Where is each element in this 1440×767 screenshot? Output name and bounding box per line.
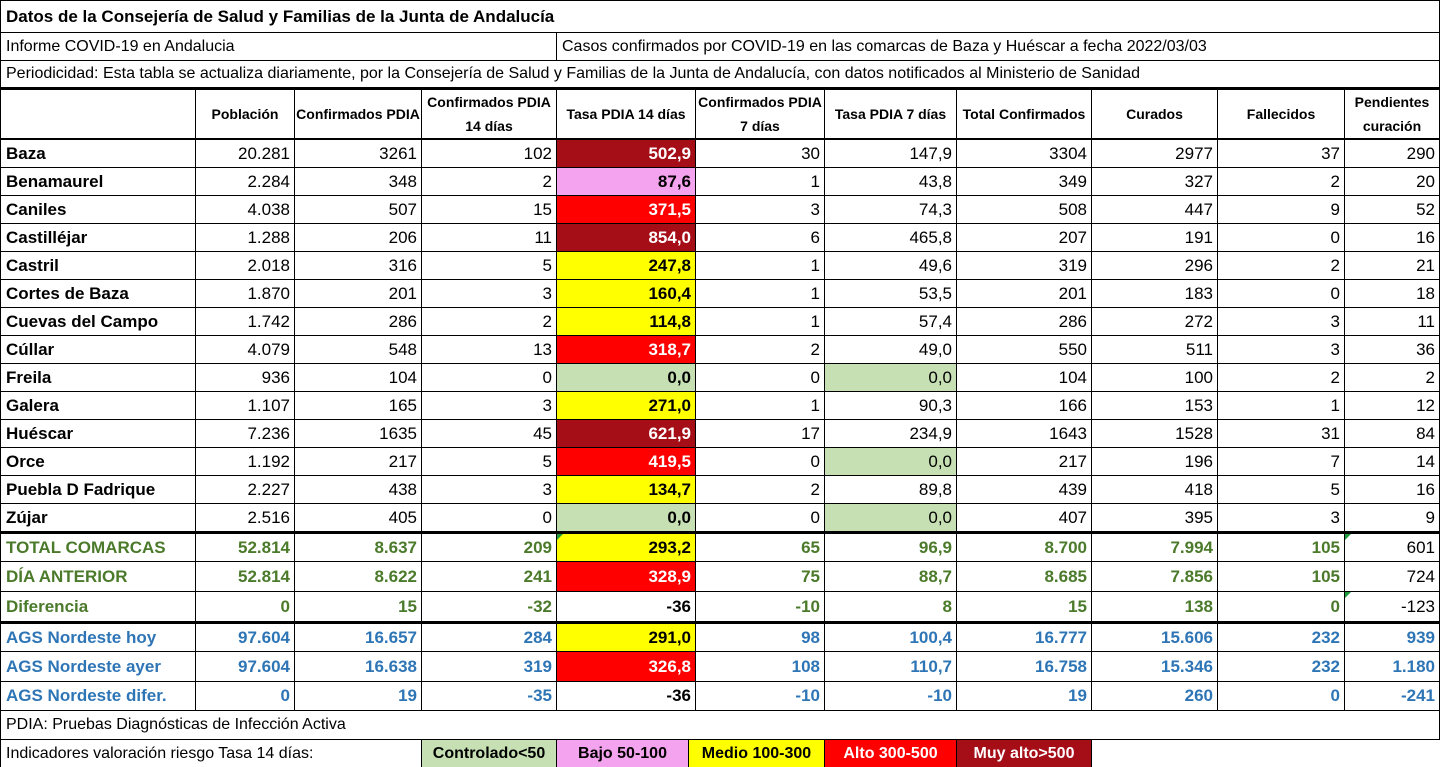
data-cell: 3 [696, 196, 825, 224]
casos-label: Casos confirmados por COVID-19 en las comarcas de Baza y Huéscar a fecha 2022/03/03 [557, 33, 1440, 61]
rate-14d-cell: 114,8 [557, 308, 696, 336]
data-cell: 2 [696, 476, 825, 504]
data-cell: 201 [295, 280, 422, 308]
data-cell: 207 [957, 224, 1092, 252]
data-cell: 2 [696, 336, 825, 364]
summary-cell: 1.180 [1345, 652, 1440, 682]
municipality-name: Orce [0, 448, 196, 476]
data-cell: 3 [1218, 504, 1345, 532]
summary-cell: 138 [1092, 592, 1218, 622]
data-cell: 3 [422, 476, 557, 504]
data-cell: 327 [1092, 168, 1218, 196]
data-cell: 2.227 [196, 476, 295, 504]
rate-14d-cell: 318,7 [557, 336, 696, 364]
data-cell: 11 [422, 224, 557, 252]
data-cell: 3261 [295, 140, 422, 168]
column-header: Pendientes curación [1345, 88, 1440, 140]
data-cell: 16 [1345, 224, 1440, 252]
summary-cell: 65 [696, 532, 825, 562]
data-cell: 3 [422, 280, 557, 308]
summary-row-label: AGS Nordeste hoy [0, 622, 196, 652]
summary-cell: 52.814 [196, 562, 295, 592]
rate-14d-cell: 371,5 [557, 196, 696, 224]
data-cell: 45 [422, 420, 557, 448]
data-cell: 201 [957, 280, 1092, 308]
summary-cell: 105 [1218, 532, 1345, 562]
data-cell: 0,0 [825, 448, 957, 476]
data-cell: 507 [295, 196, 422, 224]
summary-cell: 19 [295, 682, 422, 711]
data-cell: 4.079 [196, 336, 295, 364]
data-cell: 2.516 [196, 504, 295, 532]
data-cell: 31 [1218, 420, 1345, 448]
summary-rate-cell: -36 [557, 682, 696, 711]
data-cell: 84 [1345, 420, 1440, 448]
legend-item-controlado: Controlado<50 [422, 740, 557, 767]
summary-row-label: DÍA ANTERIOR [0, 562, 196, 592]
data-cell: 319 [957, 252, 1092, 280]
data-cell: 49,0 [825, 336, 957, 364]
data-cell: 1.742 [196, 308, 295, 336]
data-cell: 153 [1092, 392, 1218, 420]
summary-cell: 88,7 [825, 562, 957, 592]
data-cell: 508 [957, 196, 1092, 224]
data-cell: 1 [696, 168, 825, 196]
summary-cell: 8.685 [957, 562, 1092, 592]
data-cell: 1 [696, 252, 825, 280]
column-header: Confirmados PDIA [295, 88, 422, 140]
data-cell: 89,8 [825, 476, 957, 504]
summary-cell: -32 [422, 592, 557, 622]
data-cell: 37 [1218, 140, 1345, 168]
data-cell: 18 [1345, 280, 1440, 308]
summary-cell: 8.637 [295, 532, 422, 562]
data-cell: 0 [1218, 280, 1345, 308]
summary-cell: 939 [1345, 622, 1440, 652]
data-cell: 217 [295, 448, 422, 476]
summary-cell: 75 [696, 562, 825, 592]
municipality-name: Caniles [0, 196, 196, 224]
data-cell: 5 [422, 448, 557, 476]
summary-cell: 232 [1218, 622, 1345, 652]
data-cell: 316 [295, 252, 422, 280]
summary-cell: 96,9 [825, 532, 957, 562]
rate-14d-cell: 0,0 [557, 504, 696, 532]
legend-item-muy_alto: Muy alto>500 [957, 740, 1092, 767]
data-cell: 191 [1092, 224, 1218, 252]
data-cell: 206 [295, 224, 422, 252]
summary-cell: 97.604 [196, 652, 295, 682]
data-cell: 418 [1092, 476, 1218, 504]
data-cell: 0 [696, 504, 825, 532]
municipality-name: Baza [0, 140, 196, 168]
data-cell: 57,4 [825, 308, 957, 336]
summary-cell: 209 [422, 532, 557, 562]
data-cell: 2.018 [196, 252, 295, 280]
data-cell: 2 [1345, 364, 1440, 392]
data-cell: 1643 [957, 420, 1092, 448]
data-cell: 0 [422, 364, 557, 392]
header-corner [0, 88, 196, 140]
data-cell: 7 [1218, 448, 1345, 476]
summary-cell: 0 [1218, 682, 1345, 711]
summary-cell: 7.856 [1092, 562, 1218, 592]
summary-rate-cell: -36 [557, 592, 696, 622]
data-cell: 12 [1345, 392, 1440, 420]
data-cell: 53,5 [825, 280, 957, 308]
data-cell: 3304 [957, 140, 1092, 168]
data-cell: 1.107 [196, 392, 295, 420]
summary-cell: 100,4 [825, 622, 957, 652]
rate-14d-cell: 621,9 [557, 420, 696, 448]
data-cell: 5 [1218, 476, 1345, 504]
rate-14d-cell: 502,9 [557, 140, 696, 168]
municipality-name: Castilléjar [0, 224, 196, 252]
data-cell: 548 [295, 336, 422, 364]
data-cell: 1 [696, 308, 825, 336]
data-cell: 3 [422, 392, 557, 420]
data-cell: 183 [1092, 280, 1218, 308]
municipality-name: Cúllar [0, 336, 196, 364]
summary-cell: 98 [696, 622, 825, 652]
summary-cell: 0 [196, 682, 295, 711]
data-cell: 30 [696, 140, 825, 168]
summary-row-label: TOTAL COMARCAS [0, 532, 196, 562]
column-header: Confirmados PDIA 14 días [422, 88, 557, 140]
data-cell: 2 [1218, 168, 1345, 196]
periodicidad-label: Periodicidad: Esta tabla se actualiza diariamente, por la Consejería de Salud y Familias de la Junta de Andalucía, con datos notificados al Ministerio de Sanidad [0, 61, 1440, 88]
data-cell: 349 [957, 168, 1092, 196]
data-cell: 407 [957, 504, 1092, 532]
summary-cell: -10 [696, 682, 825, 711]
column-header: Confirmados PDIA 7 días [696, 88, 825, 140]
data-cell: 17 [696, 420, 825, 448]
data-cell: 447 [1092, 196, 1218, 224]
legend-item-medio: Medio 100-300 [689, 740, 825, 767]
summary-cell: 260 [1092, 682, 1218, 711]
summary-cell: -35 [422, 682, 557, 711]
column-header: Tasa PDIA 7 días [825, 88, 957, 140]
summary-cell: 7.994 [1092, 532, 1218, 562]
municipality-name: Castril [0, 252, 196, 280]
data-cell: 5 [422, 252, 557, 280]
data-cell: 296 [1092, 252, 1218, 280]
data-cell: 102 [422, 140, 557, 168]
summary-cell: 110,7 [825, 652, 957, 682]
data-cell: 1.192 [196, 448, 295, 476]
summary-cell: 16.758 [957, 652, 1092, 682]
data-cell: 0,0 [825, 364, 957, 392]
data-cell: 234,9 [825, 420, 957, 448]
summary-cell: 232 [1218, 652, 1345, 682]
data-cell: 1.870 [196, 280, 295, 308]
municipality-name: Puebla D Fadrique [0, 476, 196, 504]
data-cell: 217 [957, 448, 1092, 476]
summary-cell: 108 [696, 652, 825, 682]
data-cell: 3 [1218, 308, 1345, 336]
rate-14d-cell: 134,7 [557, 476, 696, 504]
data-cell: 15 [422, 196, 557, 224]
data-cell: 2 [422, 168, 557, 196]
data-cell: 74,3 [825, 196, 957, 224]
summary-cell: 15 [957, 592, 1092, 622]
column-header: Fallecidos [1218, 88, 1345, 140]
data-cell: 104 [957, 364, 1092, 392]
summary-cell: -10 [696, 592, 825, 622]
footnote: PDIA: Pruebas Diagnósticas de Infección Activa [0, 711, 1440, 740]
data-cell: 1.288 [196, 224, 295, 252]
data-cell: 2 [1218, 364, 1345, 392]
legend-item-bajo: Bajo 50-100 [557, 740, 689, 767]
summary-cell: 8 [825, 592, 957, 622]
municipality-name: Zújar [0, 504, 196, 532]
data-cell: 90,3 [825, 392, 957, 420]
data-cell: 1528 [1092, 420, 1218, 448]
data-cell: 0 [422, 504, 557, 532]
data-cell: 511 [1092, 336, 1218, 364]
data-cell: 16 [1345, 476, 1440, 504]
data-cell: 20.281 [196, 140, 295, 168]
summary-row-label: AGS Nordeste difer. [0, 682, 196, 711]
data-cell: 2 [422, 308, 557, 336]
data-cell: 286 [957, 308, 1092, 336]
summary-cell: 16.657 [295, 622, 422, 652]
summary-cell: 97.604 [196, 622, 295, 652]
data-cell: 6 [696, 224, 825, 252]
data-cell: 13 [422, 336, 557, 364]
data-cell: 395 [1092, 504, 1218, 532]
data-cell: 272 [1092, 308, 1218, 336]
column-header: Población [196, 88, 295, 140]
data-cell: 4.038 [196, 196, 295, 224]
data-cell: 1635 [295, 420, 422, 448]
summary-row-label: Diferencia [0, 592, 196, 622]
summary-cell: -241 [1345, 682, 1440, 711]
data-cell: 7.236 [196, 420, 295, 448]
data-cell: 100 [1092, 364, 1218, 392]
data-cell: 2.284 [196, 168, 295, 196]
rate-14d-cell: 0,0 [557, 364, 696, 392]
summary-cell: 105 [1218, 562, 1345, 592]
data-cell: 2 [1218, 252, 1345, 280]
data-cell: 0,0 [825, 504, 957, 532]
data-cell: 1 [696, 392, 825, 420]
data-cell: 465,8 [825, 224, 957, 252]
data-cell: 36 [1345, 336, 1440, 364]
municipality-name: Cortes de Baza [0, 280, 196, 308]
data-cell: 2977 [1092, 140, 1218, 168]
data-cell: 0 [1218, 224, 1345, 252]
data-cell: 166 [957, 392, 1092, 420]
municipality-name: Galera [0, 392, 196, 420]
summary-rate-cell: 293,2 [557, 532, 696, 562]
data-cell: 550 [957, 336, 1092, 364]
data-cell: 286 [295, 308, 422, 336]
data-cell: 21 [1345, 252, 1440, 280]
data-cell: 438 [295, 476, 422, 504]
summary-cell: -10 [825, 682, 957, 711]
summary-cell: 0 [1218, 592, 1345, 622]
data-cell: 439 [957, 476, 1092, 504]
data-cell: 9 [1218, 196, 1345, 224]
data-cell: 43,8 [825, 168, 957, 196]
summary-cell: 601 [1345, 532, 1440, 562]
rate-14d-cell: 87,6 [557, 168, 696, 196]
summary-cell: 0 [196, 592, 295, 622]
data-cell: 20 [1345, 168, 1440, 196]
rate-14d-cell: 160,4 [557, 280, 696, 308]
data-cell: 0 [696, 364, 825, 392]
summary-cell: 15.346 [1092, 652, 1218, 682]
rate-14d-cell: 271,0 [557, 392, 696, 420]
rate-14d-cell: 419,5 [557, 448, 696, 476]
data-cell: 936 [196, 364, 295, 392]
summary-cell: 724 [1345, 562, 1440, 592]
summary-rate-cell: 328,9 [557, 562, 696, 592]
summary-cell: 15 [295, 592, 422, 622]
data-cell: 3 [1218, 336, 1345, 364]
data-cell: 196 [1092, 448, 1218, 476]
rate-14d-cell: 854,0 [557, 224, 696, 252]
summary-cell: 16.638 [295, 652, 422, 682]
column-header: Total Confirmados [957, 88, 1092, 140]
summary-cell: 52.814 [196, 532, 295, 562]
summary-cell: 319 [422, 652, 557, 682]
data-cell: 52 [1345, 196, 1440, 224]
data-cell: 49,6 [825, 252, 957, 280]
summary-cell: 284 [422, 622, 557, 652]
data-cell: 147,9 [825, 140, 957, 168]
rate-14d-cell: 247,8 [557, 252, 696, 280]
informe-label: Informe COVID-19 en Andalucia [0, 33, 557, 61]
legend-item-alto: Alto 300-500 [825, 740, 957, 767]
summary-cell: 16.777 [957, 622, 1092, 652]
data-cell: 348 [295, 168, 422, 196]
municipality-name: Cuevas del Campo [0, 308, 196, 336]
summary-cell: 19 [957, 682, 1092, 711]
data-cell: 9 [1345, 504, 1440, 532]
summary-rate-cell: 326,8 [557, 652, 696, 682]
summary-cell: 8.700 [957, 532, 1092, 562]
data-cell: 14 [1345, 448, 1440, 476]
municipality-name: Freila [0, 364, 196, 392]
data-cell: 11 [1345, 308, 1440, 336]
data-cell: 1 [1218, 392, 1345, 420]
data-cell: 1 [696, 280, 825, 308]
summary-cell: 8.622 [295, 562, 422, 592]
data-cell: 104 [295, 364, 422, 392]
summary-row-label: AGS Nordeste ayer [0, 652, 196, 682]
column-header: Tasa PDIA 14 días [557, 88, 696, 140]
municipality-name: Benamaurel [0, 168, 196, 196]
data-cell: 165 [295, 392, 422, 420]
data-cell: 405 [295, 504, 422, 532]
data-cell: 0 [696, 448, 825, 476]
legend-label: Indicadores valoración riesgo Tasa 14 días: [0, 740, 422, 767]
data-cell: 290 [1345, 140, 1440, 168]
summary-cell: -123 [1345, 592, 1440, 622]
sheet-title: Datos de la Consejería de Salud y Familias de la Junta de Andalucía [0, 0, 1440, 33]
summary-rate-cell: 291,0 [557, 622, 696, 652]
summary-cell: 15.606 [1092, 622, 1218, 652]
column-header: Curados [1092, 88, 1218, 140]
summary-cell: 241 [422, 562, 557, 592]
municipality-name: Huéscar [0, 420, 196, 448]
